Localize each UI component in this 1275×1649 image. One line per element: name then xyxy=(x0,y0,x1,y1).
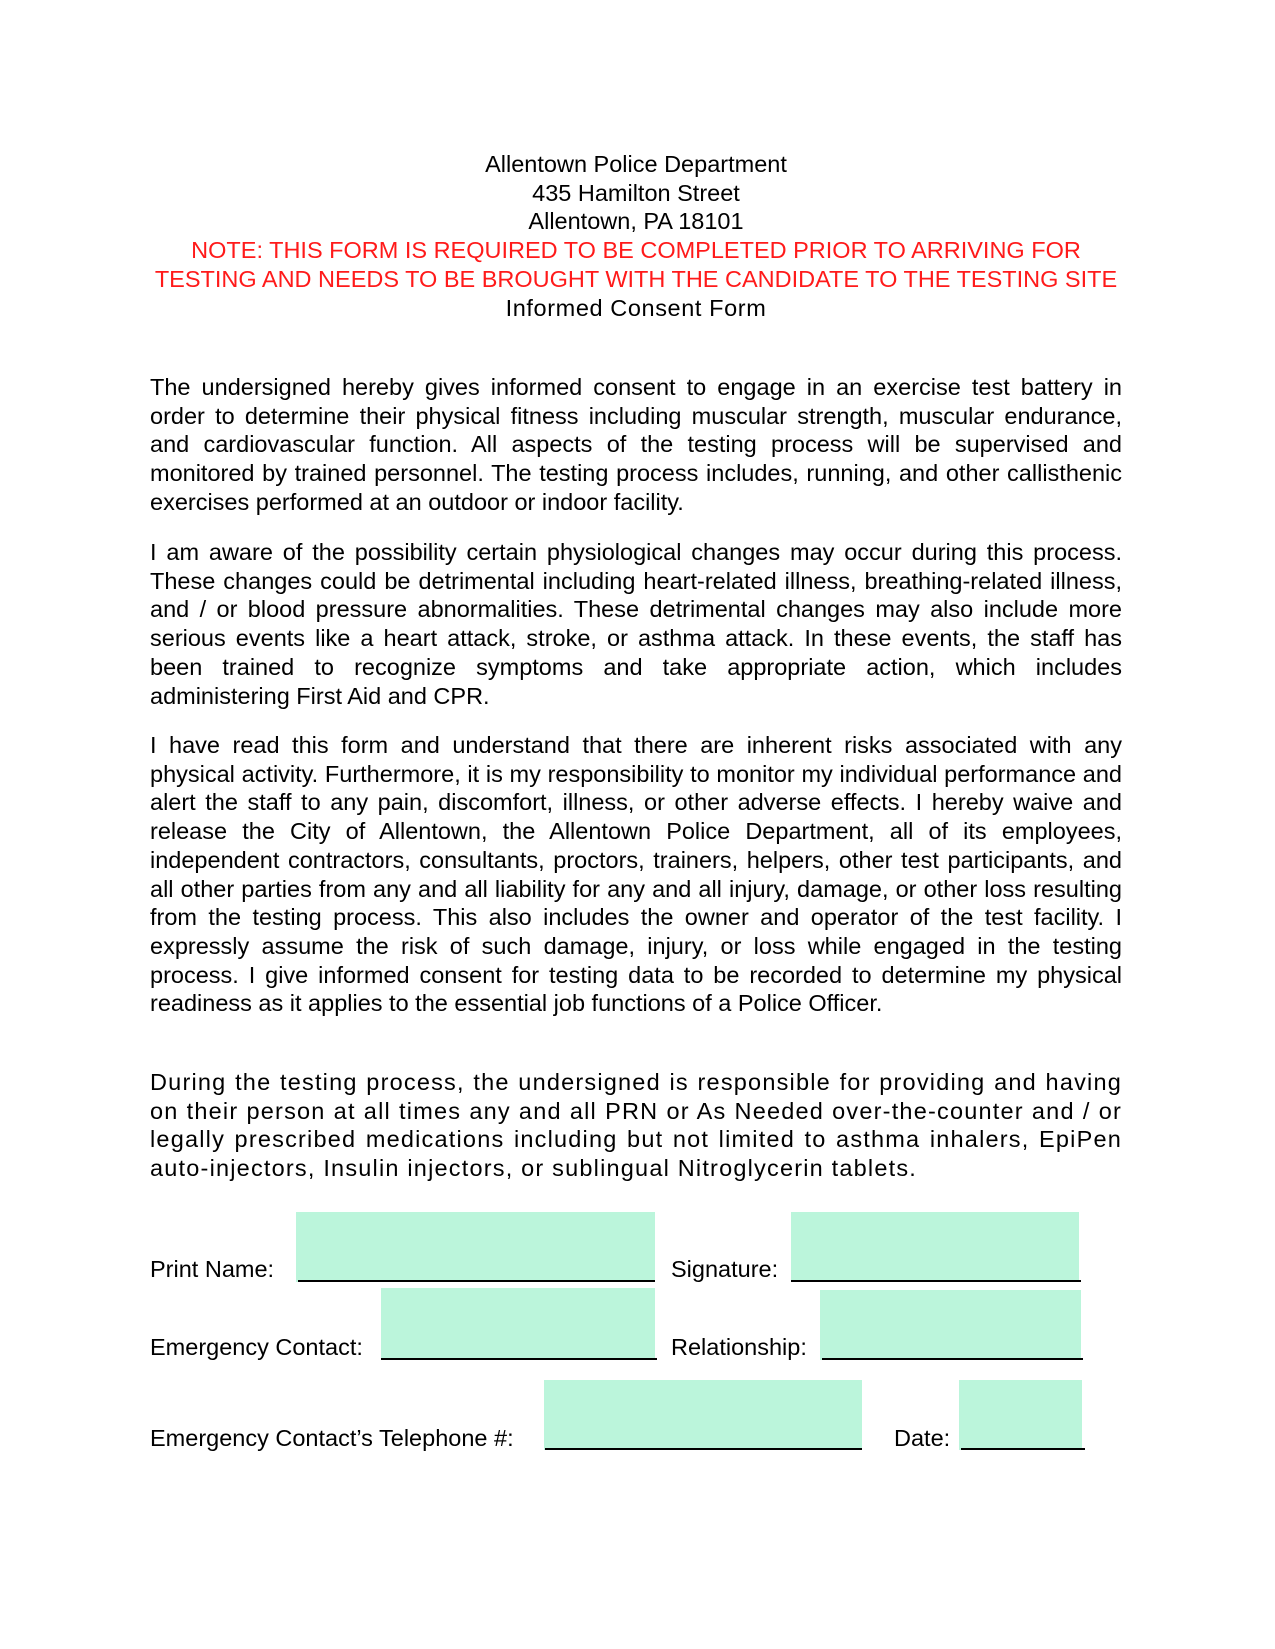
date-line xyxy=(961,1448,1085,1450)
relationship-field[interactable] xyxy=(820,1290,1081,1360)
signature-label: Signature: xyxy=(671,1256,779,1282)
emergency-phone-field[interactable] xyxy=(544,1380,862,1450)
relationship-label: Relationship: xyxy=(671,1334,807,1360)
department-city: Allentown, PA 18101 xyxy=(528,208,744,235)
emergency-phone-label: Emergency Contact’s Telephone #: xyxy=(150,1425,514,1451)
form-header xyxy=(150,150,1122,322)
waiver-paragraph: I have read this form and understand that there are inherent risks associated with any physical activity. Furthermore, it is my responsibility to monitor my individual performance and alert the staff to any pain, discomfort, illness, or other adverse effects. I hereby waive and release the City of Allentown, the Allentown Police Department, all of its employees, independent contractors, consultants, proctors, trainers, helpers, other test participants, and all other parties from any and all liability for any and all injury, damage, or other loss resulting from the testing process. This also includes the owner and operator of the test facility. I expressly assume the risk of such damage, injury, or loss while engaged in the testing process. I give informed consent for testing data to be recorded to determine my physical readiness as it applies to the essential job functions of a Police Officer. xyxy=(150,732,1122,1017)
emergency-contact-field[interactable] xyxy=(381,1288,655,1360)
print-name-line xyxy=(298,1280,655,1282)
print-name-field[interactable] xyxy=(296,1212,655,1282)
emergency-contact-label: Emergency Contact: xyxy=(150,1334,363,1360)
consent-paragraph: The undersigned hereby gives informed consent to engage in an exercise test battery in order to determine their physical fitness including muscular strength, muscular endurance, and cardiovascular function. All aspects of the testing process will be supervised and monitored by trained personnel. The testing process includes, running, and other callisthenic exercises performed at an outdoor or indoor facility. xyxy=(150,374,1122,515)
form-title: Informed Consent Form xyxy=(505,294,767,321)
print-name-label: Print Name: xyxy=(150,1256,275,1282)
department-name: Allentown Police Department xyxy=(485,151,787,177)
date-field[interactable] xyxy=(959,1380,1082,1450)
department-street: 435 Hamilton Street xyxy=(532,179,740,206)
date-label: Date: xyxy=(894,1425,951,1451)
signature-field[interactable] xyxy=(791,1212,1079,1282)
medications-paragraph: During the testing process, the undersigned is responsible for providing and having on their person at all times any and all PRN or As Needed over-the-counter and / or legally prescribed medications including but not limited to asthma inhalers, EpiPen auto-injectors, Insulin injectors, or sublingual Nitroglycerin tablets. xyxy=(150,1069,1122,1182)
signature-line xyxy=(791,1280,1081,1282)
required-note: NOTE: THIS FORM IS REQUIRED TO BE COMPLETED PRIOR TO ARRIVING FOR TESTING AND NEEDS TO BE BROUGHT WITH THE CANDIDATE TO THE TESTING SITE xyxy=(154,237,1118,292)
relationship-line xyxy=(822,1358,1083,1360)
risks-paragraph: I am aware of the possibility certain physiological changes may occur during this process. These changes could be detrimental including heart-related illness, breathing-related illness, and / or blood pressure abnormalities. These detrimental changes may also include more serious events like a heart attack, stroke, or asthma attack. In these events, the staff has been trained to recognize symptoms and take appropriate action, which includes administering First Aid and CPR. xyxy=(150,539,1122,709)
emergency-phone-line xyxy=(545,1448,862,1450)
emergency-contact-line xyxy=(381,1358,657,1360)
